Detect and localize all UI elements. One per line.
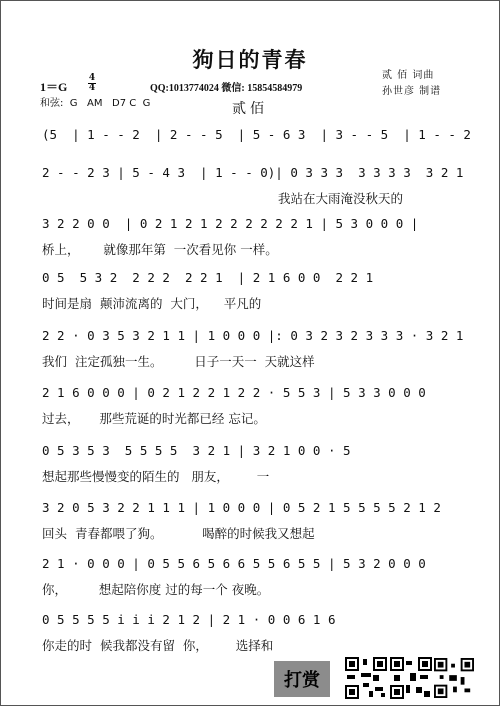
lyrics-credit: 贰 佰 词曲	[382, 70, 435, 81]
lyrics: 你走的时 候我都没有留 你， 选择和	[42, 638, 274, 653]
lyrics: 我们 注定孤独一生。 日子一天一 天就这样	[42, 354, 315, 369]
contact-info: QQ:1013774024 微信: 15854584979	[150, 83, 303, 94]
lyrics: 过去， 那些荒诞的时光都已经 忘记。	[42, 411, 266, 426]
lyrics: 桥上， 就像那年第 一次看见你 一样。	[42, 242, 278, 257]
qr-code-icon	[390, 657, 432, 699]
notes: 2 1 · 0 0 0 | 0 5 5 6 5 6 6 5 5 6 5 5 | 5 3 2 0 0 0	[42, 555, 426, 571]
lyrics: 想起那些慢慢变的陌生的 朋友， 一	[42, 469, 270, 484]
notes: 2 1 6 0 0 0 | 0 2 1 2 2 1 2 2 · 5 5 3 | 5 3 3 0 0 0	[42, 384, 426, 400]
chord-label: 和弦:	[40, 98, 64, 109]
time-signature-bottom: 4	[88, 83, 96, 93]
chord-names: G AM D7 C G	[69, 98, 151, 109]
lyrics: 你， 想起陪你度 过的每一个 夜晚。	[42, 582, 270, 597]
notes: 0 5 5 3 2 2 2 2 2 2 1 | 2 1 6 0 0 2 2 1	[42, 269, 374, 285]
qr-code-icon	[434, 658, 474, 698]
notation-credit: 孙世彦 制谱	[382, 86, 442, 97]
song-title: 狗日的青春	[192, 47, 308, 72]
notes: 0 5 5 5 5 i i i 2 1 2 | 2 1 · 0 0 6 1 6	[42, 611, 336, 627]
notes: 2 2 · 0 3 5 3 2 1 1 | 1 0 0 0 |: 0 3 2 3 2 3 3 3 · 3 2 1	[42, 327, 464, 343]
lyrics: 回头 青春都喂了狗。 喝醉的时候我又想起	[42, 526, 315, 541]
lyrics: 时间是扇 颠沛流离的 大门， 平凡的	[42, 296, 262, 311]
key-signature: 1＝G	[40, 80, 68, 94]
notes: 2 - - 2 3 | 5 - 4 3 | 1 - - 0)| 0 3 3 3 3 3 3 3 3 2 1	[42, 164, 464, 180]
time-signature-top: 4	[88, 73, 96, 83]
lyrics: 我站在大雨淹没秋天的	[278, 191, 404, 206]
singer-name: 贰佰	[232, 101, 268, 117]
notes: 3 2 0 5 3 2 2 1 1 1 | 1 0 0 0 | 0 5 2 1 5 5 5 5 2 1 2	[42, 499, 441, 515]
reward-button[interactable]: 打赏	[274, 661, 330, 697]
notes: 0 5 3 5 3 5 5 5 5 3 2 1 | 3 2 1 0 0 · 5	[42, 442, 351, 458]
qr-code-icon	[345, 657, 387, 699]
notes: 3 2 2 0 0 | 0 2 1 2 1 2 2 2 2 2 2 1 | 5 3 0 0 0 |	[42, 215, 419, 231]
time-signature	[88, 74, 96, 93]
notes: (5 | 1 - - 2 | 2 - - 5 | 5 - 6 3 | 3 - - 5 | 1 - - 2	[42, 126, 471, 142]
